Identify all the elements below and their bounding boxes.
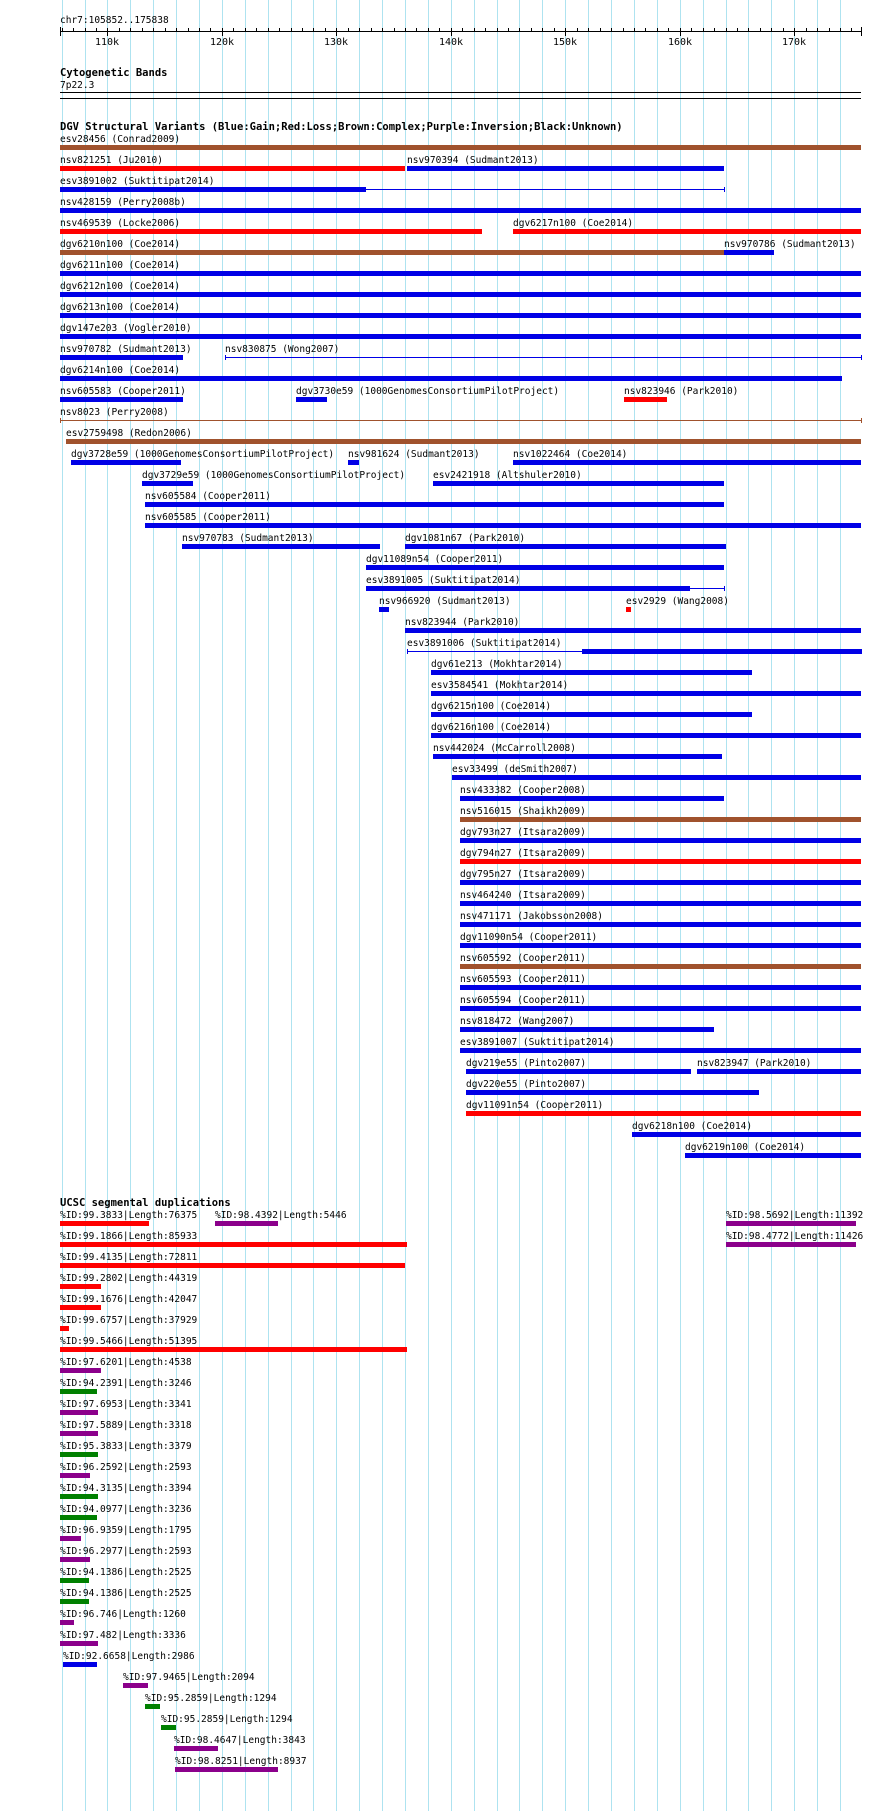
dgv-bar[interactable] [452, 775, 861, 780]
dgv-bar[interactable] [466, 1069, 691, 1074]
dgv-label: dgv219e55 (Pinto2007) [466, 1058, 587, 1069]
dgv-bar[interactable] [626, 607, 631, 612]
ruler-minor-tick [130, 28, 131, 31]
ruler-minor-tick [748, 28, 749, 31]
segdup-bar[interactable] [174, 1746, 218, 1751]
ruler-minor-tick [623, 28, 624, 31]
dgv-bar[interactable] [296, 397, 327, 402]
dgv-bar[interactable] [407, 166, 724, 171]
ruler-minor-tick [462, 28, 463, 31]
dgv-label: dgv6217n100 (Coe2014) [513, 218, 634, 229]
segdup-bar[interactable] [60, 1473, 90, 1478]
segdup-bar[interactable] [175, 1767, 278, 1772]
ruler-minor-tick [508, 28, 509, 31]
ruler-minor-tick [348, 28, 349, 31]
ruler-minor-tick [554, 28, 555, 31]
segdup-label: %ID:97.9465|Length:2094 [123, 1672, 255, 1683]
dgv-label: nsv970783 (Sudmant2013) [182, 533, 314, 544]
ruler-minor-tick [188, 28, 189, 31]
ruler-minor-tick [359, 28, 360, 31]
segdup-bar[interactable] [63, 1662, 97, 1667]
dgv-bar[interactable] [624, 397, 667, 402]
ruler-minor-tick [210, 28, 211, 31]
dgv-bar[interactable] [60, 271, 861, 276]
segdup-bar[interactable] [60, 1263, 405, 1268]
segdup-label: %ID:95.3833|Length:3379 [60, 1441, 192, 1452]
segdup-bar[interactable] [726, 1221, 856, 1226]
dgv-label: esv2929 (Wang2008) [626, 596, 729, 607]
dgv-bar[interactable] [366, 565, 724, 570]
dgv-bar[interactable] [685, 1153, 861, 1158]
dgv-label: dgv6218n100 (Coe2014) [632, 1121, 753, 1132]
dgv-label: nsv605594 (Cooper2011) [460, 995, 586, 1006]
dgv-label: dgv6213n100 (Coe2014) [60, 302, 181, 313]
segdup-bar[interactable] [161, 1725, 176, 1730]
dgv-label: nsv966920 (Sudmant2013) [379, 596, 511, 607]
dgv-label: nsv823947 (Park2010) [697, 1058, 812, 1069]
segdup-label: %ID:98.8251|Length:8937 [175, 1756, 307, 1767]
ruler-minor-tick [806, 28, 807, 31]
dgv-bar[interactable] [348, 460, 359, 465]
segdup-label: %ID:97.482|Length:3336 [60, 1630, 186, 1641]
dgv-bar[interactable] [405, 628, 861, 633]
dgv-thin-segment[interactable] [60, 420, 861, 421]
ruler-minor-tick [474, 28, 475, 31]
dgv-bar[interactable] [60, 166, 405, 171]
segdup-bar[interactable] [726, 1242, 856, 1247]
segdup-label: %ID:99.3833|Length:76375 [60, 1210, 198, 1221]
dgv-label: dgv220e55 (Pinto2007) [466, 1079, 587, 1090]
dgv-label: dgv794n27 (Itsara2009) [460, 848, 586, 859]
segdup-label: %ID:98.4772|Length:11426 [726, 1231, 864, 1242]
dgv-label: nsv605584 (Cooper2011) [145, 491, 271, 502]
dgv-end-tick [407, 649, 408, 654]
ruler-tick-label: 120k [210, 37, 235, 48]
ruler-minor-tick [199, 28, 200, 31]
ruler-major-tick [565, 31, 566, 36]
ruler-minor-tick [245, 28, 246, 31]
dgv-label: nsv605593 (Cooper2011) [460, 974, 586, 985]
dgv-label: nsv818472 (Wang2007) [460, 1016, 575, 1027]
ruler-minor-tick [645, 28, 646, 31]
segdup-label: %ID:94.3135|Length:3394 [60, 1483, 192, 1494]
ruler-minor-tick [519, 28, 520, 31]
segdup-bar[interactable] [60, 1326, 69, 1331]
dgv-label: nsv464240 (Itsara2009) [460, 890, 586, 901]
dgv-bar[interactable] [460, 817, 861, 822]
dgv-bar[interactable] [142, 481, 193, 486]
dgv-label: dgv6219n100 (Coe2014) [685, 1142, 806, 1153]
dgv-end-tick [60, 418, 61, 423]
ruler-tick-label: 170k [782, 37, 807, 48]
segdup-label: %ID:94.1386|Length:2525 [60, 1567, 192, 1578]
dgv-label: dgv3728e59 (1000GenomesConsortiumPilotProject) [71, 449, 335, 460]
dgv-label: dgv793n27 (Itsara2009) [460, 827, 586, 838]
dgv-label: nsv428159 (Perry2008b) [60, 197, 186, 208]
segdup-label: %ID:97.5889|Length:3318 [60, 1420, 192, 1431]
segdup-bar[interactable] [215, 1221, 278, 1226]
dgv-bar[interactable] [60, 208, 861, 213]
dgv-label: esv3584541 (Mokhtar2014) [431, 680, 569, 691]
dgv-bar[interactable] [60, 229, 482, 234]
segdup-bar[interactable] [60, 1347, 407, 1352]
segdup-bar[interactable] [60, 1221, 149, 1226]
dgv-bar[interactable] [460, 985, 861, 990]
ruler-minor-tick [611, 28, 612, 31]
ruler-minor-tick [325, 28, 326, 31]
dgv-end-tick [861, 418, 862, 423]
segdup-bar[interactable] [123, 1683, 148, 1688]
dgv-label: dgv11091n54 (Cooper2011) [466, 1100, 604, 1111]
segdup-label: %ID:98.4392|Length:5446 [215, 1210, 347, 1221]
dgv-bar[interactable] [466, 1090, 759, 1095]
ruler-tick-label: 150k [553, 37, 578, 48]
segdup-bar[interactable] [60, 1515, 97, 1520]
dgv-bar[interactable] [582, 649, 861, 654]
dgv-label: nsv821251 (Ju2010) [60, 155, 163, 166]
dgv-bar[interactable] [433, 754, 722, 759]
dgv-label: nsv605592 (Cooper2011) [460, 953, 586, 964]
segdup-bar[interactable] [60, 1284, 101, 1289]
segdup-label: %ID:99.1676|Length:42047 [60, 1294, 198, 1305]
segdup-label: %ID:96.746|Length:1260 [60, 1609, 186, 1620]
dgv-label: nsv471171 (Jakobsson2008) [460, 911, 603, 922]
ruler-minor-tick [256, 28, 257, 31]
dgv-label: dgv3730e59 (1000GenomesConsortiumPilotProject) [296, 386, 560, 397]
dgv-bar[interactable] [460, 1006, 861, 1011]
dgv-label: dgv6210n100 (Coe2014) [60, 239, 181, 250]
ruler-minor-tick [73, 28, 74, 31]
dgv-label: nsv823944 (Park2010) [405, 617, 520, 628]
segdup-label: %ID:92.6658|Length:2986 [63, 1651, 195, 1662]
dgv-label: dgv3729e59 (1000GenomesConsortiumPilotProject) [142, 470, 406, 481]
ruler-minor-tick [279, 28, 280, 31]
ruler-minor-tick [531, 28, 532, 31]
dgv-label: dgv6214n100 (Coe2014) [60, 365, 181, 376]
ruler-minor-tick [313, 28, 314, 31]
dgv-end-tick [724, 187, 725, 192]
ruler-minor-tick [760, 28, 761, 31]
segdup-bar[interactable] [60, 1620, 74, 1625]
ruler-minor-tick [691, 28, 692, 31]
segdup-bar[interactable] [60, 1641, 98, 1646]
dgv-bar[interactable] [431, 691, 861, 696]
ruler-minor-tick [829, 28, 830, 31]
ruler-major-tick [107, 31, 108, 36]
dgv-bar[interactable] [460, 859, 861, 864]
segdup-bar[interactable] [60, 1410, 98, 1415]
dgv-bar[interactable] [60, 355, 183, 360]
dgv-label: nsv8023 (Perry2008) [60, 407, 169, 418]
ruler-major-tick [451, 31, 452, 36]
segdup-label: %ID:96.2592|Length:2593 [60, 1462, 192, 1473]
ruler-minor-tick [85, 28, 86, 31]
ruler-minor-tick [634, 28, 635, 31]
dgv-label: esv33499 (deSmith2007) [452, 764, 578, 775]
ruler-minor-tick [588, 28, 589, 31]
ruler-minor-tick [371, 28, 372, 31]
ruler-major-tick [794, 31, 795, 36]
segdup-label: %ID:95.2859|Length:1294 [161, 1714, 293, 1725]
dgv-bar[interactable] [513, 460, 861, 465]
ruler-major-tick [336, 31, 337, 36]
dgv-label: esv3891005 (Suktitipat2014) [366, 575, 521, 586]
segdup-track-title[interactable]: UCSC segmental duplications [60, 1197, 231, 1209]
ruler-minor-tick [382, 28, 383, 31]
segdup-label: %ID:98.5692|Length:11392 [726, 1210, 864, 1221]
dgv-label: nsv516015 (Shaikh2009) [460, 806, 586, 817]
segdup-bar[interactable] [60, 1305, 101, 1310]
ruler-minor-tick [497, 28, 498, 31]
segdup-bar[interactable] [60, 1578, 89, 1583]
dgv-bar[interactable] [60, 397, 183, 402]
ruler-minor-tick [291, 28, 292, 31]
ruler-minor-tick [394, 28, 395, 31]
dgv-bar[interactable] [366, 586, 690, 591]
dgv-label: nsv830875 (Wong2007) [225, 344, 340, 355]
segdup-label: %ID:99.5466|Length:51395 [60, 1336, 198, 1347]
ruler-minor-tick [737, 28, 738, 31]
dgv-label: esv2759498 (Redon2006) [66, 428, 192, 439]
dgv-bar[interactable] [60, 145, 861, 150]
dgv-end-tick [225, 355, 226, 360]
dgv-bar[interactable] [513, 229, 861, 234]
segdup-label: %ID:95.2859|Length:1294 [145, 1693, 277, 1704]
cytoband-track-title[interactable]: Cytogenetic Bands [60, 67, 168, 79]
dgv-thin-segment[interactable] [225, 357, 861, 358]
dgv-end-tick [861, 649, 862, 654]
dgv-label: nsv1022464 (Coe2014) [513, 449, 628, 460]
dgv-label: nsv433382 (Cooper2008) [460, 785, 586, 796]
dgv-bar[interactable] [60, 376, 842, 381]
ruler-minor-tick [119, 28, 120, 31]
segdup-label: %ID:99.4135|Length:72811 [60, 1252, 198, 1263]
dgv-bar[interactable] [632, 1132, 861, 1137]
dgv-label: dgv795n27 (Itsara2009) [460, 869, 586, 880]
dgv-label: nsv469539 (Locke2006) [60, 218, 181, 229]
dgv-label: esv2421918 (Altshuler2010) [433, 470, 582, 481]
ruler-minor-tick [96, 28, 97, 31]
ruler-minor-tick [577, 28, 578, 31]
position-label: chr7:105852..175838 [60, 15, 169, 26]
ruler-major-tick [680, 31, 681, 36]
dgv-bar[interactable] [145, 523, 861, 528]
dgv-label: nsv605583 (Cooper2011) [60, 386, 186, 397]
segdup-label: %ID:98.4647|Length:3843 [174, 1735, 306, 1746]
dgv-label: dgv6212n100 (Coe2014) [60, 281, 181, 292]
dgv-bar[interactable] [460, 964, 861, 969]
dgv-bar[interactable] [379, 607, 389, 612]
ruler-tick-label: 140k [439, 37, 464, 48]
ruler-minor-tick [153, 28, 154, 31]
ruler-end-tick [60, 27, 61, 36]
ruler-minor-tick [485, 28, 486, 31]
dgv-bar[interactable] [724, 250, 774, 255]
ruler-tick-label: 160k [668, 37, 693, 48]
dgv-bar[interactable] [431, 712, 752, 717]
ruler-minor-tick [428, 28, 429, 31]
dgv-bar[interactable] [71, 460, 181, 465]
ruler-major-tick [222, 31, 223, 36]
dgv-label: dgv11090n54 (Cooper2011) [460, 932, 598, 943]
dgv-bar[interactable] [460, 1027, 714, 1032]
ruler-minor-tick [657, 28, 658, 31]
dgv-bar[interactable] [66, 439, 861, 444]
dgv-label: dgv61e213 (Mokhtar2014) [431, 659, 563, 670]
dgv-label: nsv605585 (Cooper2011) [145, 512, 271, 523]
dgv-bar[interactable] [60, 334, 861, 339]
dgv-bar[interactable] [697, 1069, 861, 1074]
dgv-bar[interactable] [460, 880, 861, 885]
dgv-label: dgv6215n100 (Coe2014) [431, 701, 552, 712]
ruler-minor-tick [165, 28, 166, 31]
ruler-minor-tick [783, 28, 784, 31]
dgv-label: dgv6211n100 (Coe2014) [60, 260, 181, 271]
ruler-minor-tick [817, 28, 818, 31]
dgv-label: dgv147e203 (Vogler2010) [60, 323, 192, 334]
ruler-minor-tick [714, 28, 715, 31]
segdup-bar[interactable] [60, 1242, 407, 1247]
ruler-minor-tick [62, 28, 63, 31]
dgv-bar[interactable] [466, 1111, 861, 1116]
dgv-label: nsv970786 (Sudmant2013) [724, 239, 856, 250]
dgv-bar[interactable] [460, 796, 724, 801]
dgv-bar[interactable] [60, 250, 724, 255]
dgv-bar[interactable] [60, 313, 861, 318]
ruler-tick-label: 110k [95, 37, 120, 48]
ruler-minor-tick [668, 28, 669, 31]
cytoband-name: 7p22.3 [60, 80, 95, 91]
segdup-label: %ID:99.1866|Length:85933 [60, 1231, 198, 1242]
segdup-label: %ID:94.2391|Length:3246 [60, 1378, 192, 1389]
ruler-minor-tick [600, 28, 601, 31]
segdup-label: %ID:94.0977|Length:3236 [60, 1504, 192, 1515]
ruler-minor-tick [302, 28, 303, 31]
ruler-minor-tick [233, 28, 234, 31]
segdup-bar[interactable] [60, 1494, 98, 1499]
dgv-bar[interactable] [145, 502, 724, 507]
segdup-label: %ID:94.1386|Length:2525 [60, 1588, 192, 1599]
dgv-bar[interactable] [460, 943, 861, 948]
segdup-bar[interactable] [60, 1452, 98, 1457]
dgv-label: esv28456 (Conrad2009) [60, 134, 181, 145]
dgv-label: esv3891006 (Suktitipat2014) [407, 638, 562, 649]
dgv-label: nsv981624 (Sudmant2013) [348, 449, 480, 460]
segdup-label: %ID:97.6953|Length:3341 [60, 1399, 192, 1410]
dgv-label: nsv823946 (Park2010) [624, 386, 739, 397]
ruler-minor-tick [542, 28, 543, 31]
cytoband-line-bottom [60, 98, 861, 99]
dgv-label: esv3891002 (Suktitipat2014) [60, 176, 215, 187]
dgv-label: nsv970394 (Sudmant2013) [407, 155, 539, 166]
dgv-label: dgv6216n100 (Coe2014) [431, 722, 552, 733]
ruler-minor-tick [439, 28, 440, 31]
segdup-bar[interactable] [60, 1368, 101, 1373]
dgv-bar[interactable] [460, 1048, 861, 1053]
ruler-minor-tick [726, 28, 727, 31]
segdup-bar[interactable] [60, 1389, 97, 1394]
dgv-label: nsv970782 (Sudmant2013) [60, 344, 192, 355]
dgv-bar[interactable] [433, 481, 724, 486]
ruler-line [60, 31, 861, 32]
dgv-track-title[interactable]: DGV Structural Variants (Blue:Gain;Red:Loss;Brown:Complex;Purple:Inversion;Black:Unknown) [60, 121, 623, 133]
ruler-minor-tick [176, 28, 177, 31]
dgv-bar[interactable] [460, 922, 861, 927]
ruler-minor-tick [416, 28, 417, 31]
ruler-end-tick [861, 27, 862, 36]
dgv-bar[interactable] [405, 544, 726, 549]
dgv-bar[interactable] [60, 187, 366, 192]
segdup-bar[interactable] [60, 1431, 98, 1436]
ruler-minor-tick [142, 28, 143, 31]
segdup-bar[interactable] [145, 1704, 160, 1709]
dgv-bar[interactable] [431, 670, 752, 675]
cytoband-line-top [60, 92, 861, 93]
dgv-label: dgv1081n67 (Park2010) [405, 533, 526, 544]
segdup-bar[interactable] [60, 1536, 81, 1541]
ruler-minor-tick [771, 28, 772, 31]
segdup-label: %ID:96.2977|Length:2593 [60, 1546, 192, 1557]
segdup-bar[interactable] [60, 1599, 89, 1604]
dgv-label: nsv442024 (McCarroll2008) [433, 743, 576, 754]
segdup-label: %ID:99.6757|Length:37929 [60, 1315, 198, 1326]
ruler-minor-tick [703, 28, 704, 31]
dgv-bar[interactable] [60, 292, 861, 297]
segdup-bar[interactable] [60, 1557, 90, 1562]
segdup-label: %ID:97.6201|Length:4538 [60, 1357, 192, 1368]
segdup-label: %ID:99.2802|Length:44319 [60, 1273, 198, 1284]
dgv-label: esv3891007 (Suktitipat2014) [460, 1037, 615, 1048]
ruler-tick-label: 130k [324, 37, 349, 48]
dgv-bar[interactable] [460, 901, 861, 906]
ruler-minor-tick [405, 28, 406, 31]
dgv-label: dgv11089n54 (Cooper2011) [366, 554, 504, 565]
ruler-minor-tick [840, 28, 841, 31]
dgv-bar[interactable] [182, 544, 380, 549]
ruler-minor-tick [851, 28, 852, 31]
dgv-end-tick [861, 355, 862, 360]
dgv-bar[interactable] [431, 733, 861, 738]
segdup-label: %ID:96.9359|Length:1795 [60, 1525, 192, 1536]
dgv-end-tick [724, 586, 725, 591]
dgv-bar[interactable] [460, 838, 861, 843]
ruler-minor-tick [268, 28, 269, 31]
